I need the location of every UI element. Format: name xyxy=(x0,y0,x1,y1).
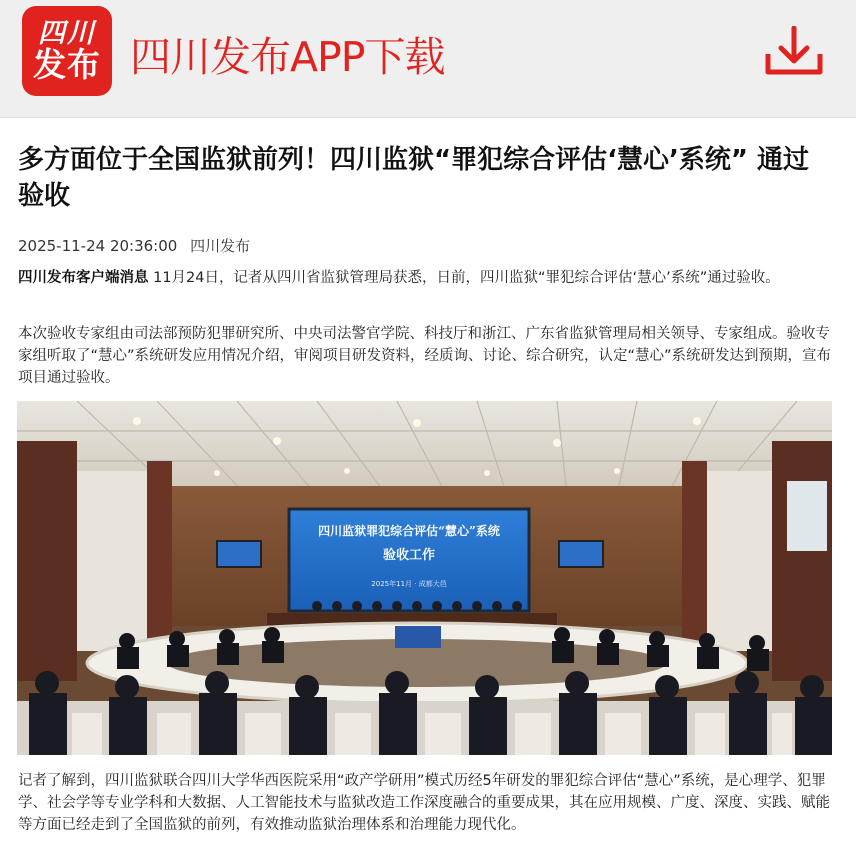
article-paragraph-2: 本次验收专家组由司法部预防犯罪研究所、中央司法警官学院、科技厅和浙江、广东省监狱管理局相关领导、专家组成。验收专家组听取了“慧心”系统研发应用情况介绍，审阅项目研发资料，经质询、讨论、综合研究，认定“慧心”系统研发达到预期，宣布项目通过验收。 xyxy=(18,326,832,386)
article-paragraph-1 xyxy=(18,267,833,289)
screen-subtitle-text: 验收工作 xyxy=(382,548,436,563)
meeting-hall-photo xyxy=(17,401,832,755)
article-paragraph-3: 记者了解到，四川监狱联合四川大学华西医院采用“政产学研用”模式历经5年研发的罪犯综合评估“慧心”系统，是心理学、犯罪学、社会学等专业学科和大数据、人工智能技术与监狱改造工作深度融合的重要成果，其在应用规模、广度、深度、实践、赋能等方面已经走到了全国监狱的前列，有效推动监狱治理体系和治理能力现代化。 xyxy=(18,773,830,833)
paragraph-1-body: 11月24日，记者从四川省监狱管理局获悉，日前，四川监狱“罪犯综合评估‘慧心’系统”通过验收。 xyxy=(148,270,780,286)
sichuan-fabu-logo[interactable] xyxy=(22,6,112,96)
dateline-lead: 四川发布客户端消息 xyxy=(18,270,149,286)
app-download-banner[interactable] xyxy=(0,0,856,118)
app-download-title[interactable]: 四川发布APP下载 xyxy=(130,33,445,81)
publish-datetime: 2025-11-24 20:36:00 xyxy=(18,237,178,255)
article-source: 四川发布 xyxy=(190,237,251,255)
screen-date-text: 2025年11月 · 成都大邑 xyxy=(371,580,447,588)
logo-text-line2: 发布 xyxy=(33,44,101,84)
article-title: 多方面位于全国监狱前列！四川监狱“罪犯综合评估‘慧心’系统” 通过验收 xyxy=(18,145,809,211)
article-meta xyxy=(18,235,250,256)
article-photo xyxy=(17,401,832,755)
logo-text-line1: 四川 xyxy=(38,18,96,50)
download-icon xyxy=(762,26,826,78)
screen-title-text: 四川监狱罪犯综合评估“慧心”系统 xyxy=(318,524,500,538)
download-button[interactable] xyxy=(762,26,826,78)
